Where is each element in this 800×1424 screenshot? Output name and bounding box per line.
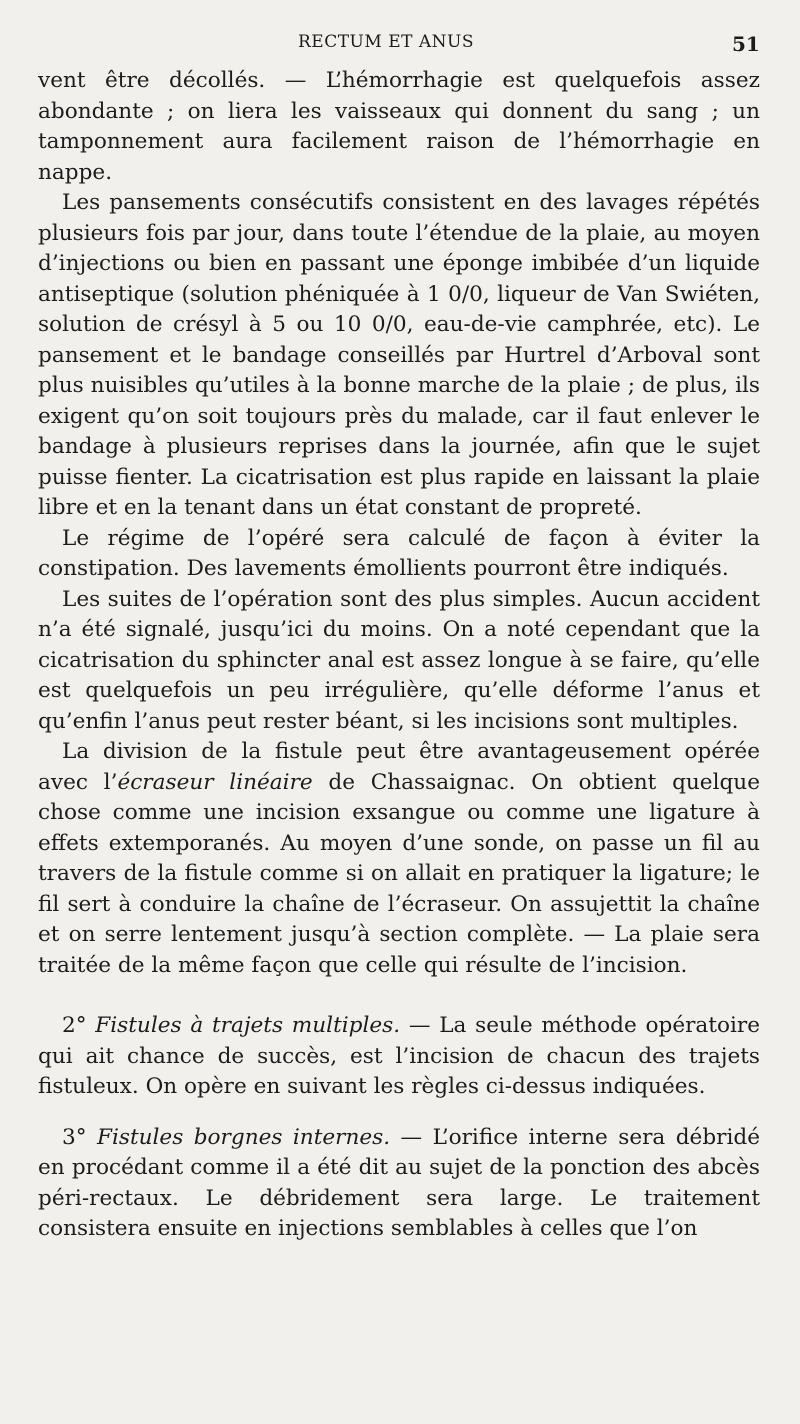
text-run: de Chassaignac. On obtient quelque chose comme une incision exsangue ou comme une ligature à effets extemporanés. Au moyen d’une sonde, on passe un fil au travers de la fistule comme si on allait en pratiquer la ligature; le fil sert à conduire la chaîne de l’écraseur. On assujettit la chaîne et on serre lentement jusqu’à section complète. — La plaie sera traitée de la même façon que celle qui résulte de l’incision.: [38, 769, 760, 978]
text-run: — La seule méthode opératoire qui ait chance de succès, est l’incision de chacun des trajets fistuleux. On opère en suivant les règles ci-dessus indiquées.: [38, 1013, 760, 1099]
paragraph-regime: Le régime de l’opéré sera calculé de façon à éviter la constipation. Des lavements émollients pourront être indiqués.: [38, 525, 760, 581]
body-text: [38, 66, 760, 1245]
paragraph-pansements: Les pansements consécutifs consistent en des lavages répétés plusieurs fois par jour, dans toute l’étendue de la plaie, au moyen d’injections ou bien en passant une éponge imbibée d’un liquide antiseptique (solution phéniquée à 1 0/0, liqueur de Van Swiéten, solution de crésyl à 5 ou 10 0/0, eau-de-vie camphrée, etc). Le pansement et le bandage conseillés par Hurtrel d’Arboval sont plus nuisibles qu’utiles à la bonne marche de la plaie ; de plus, ils exigent qu’on soit toujours près du malade, car il faut enlever le bandage à plusieurs reprises dans la journée, afin que le sujet puisse fienter. La cicatrisation est plus rapide en laissant la plaie libre et en la tenant dans un état constant de propreté.: [38, 190, 760, 520]
paragraph-ecraseur: [38, 737, 760, 981]
page-number: 51: [732, 32, 760, 56]
text-run: La division de la fistule peut être avantageusement opérée avec l’: [38, 739, 760, 795]
running-header: [0, 32, 800, 62]
section-fistules-multiples: [38, 1011, 760, 1103]
italic-term: écraseur linéaire: [117, 769, 313, 795]
section-heading: Fistules borgnes internes.: [96, 1124, 391, 1150]
paragraph-suites: Les suites de l’opération sont des plus simples. Aucun accident n’a été signalé, jusqu’ici du moins. On a noté cependant que la cicatrisation du sphincter anal est assez longue à se faire, qu’elle est quelquefois un peu irrégulière, qu’elle déforme l’anus et qu’enfin l’anus peut rester béant, si les incisions sont multiples.: [38, 586, 760, 734]
section-number: 2°: [62, 1013, 96, 1038]
paragraph-continuation: vent être décollés. — L’hémorrhagie est quelquefois assez abondante ; on liera les vaisseaux qui donnent du sang ; un tamponnement aura facilement raison de l’hémorrhagie en nappe.: [38, 68, 760, 185]
section-number: 3°: [62, 1124, 97, 1150]
section-fistules-borgnes: [38, 1123, 760, 1245]
section-heading: Fistules à trajets multiples.: [95, 1013, 401, 1038]
text-run: — L’orifice interne sera débridé en procédant comme il a été dit au sujet de la ponction des abcès péri-rectaux. Le débridement sera large. Le traitement consistera ensuite en injections semblables à celles que l’on: [38, 1124, 760, 1241]
running-title: RECTUM ET ANUS: [298, 32, 474, 52]
